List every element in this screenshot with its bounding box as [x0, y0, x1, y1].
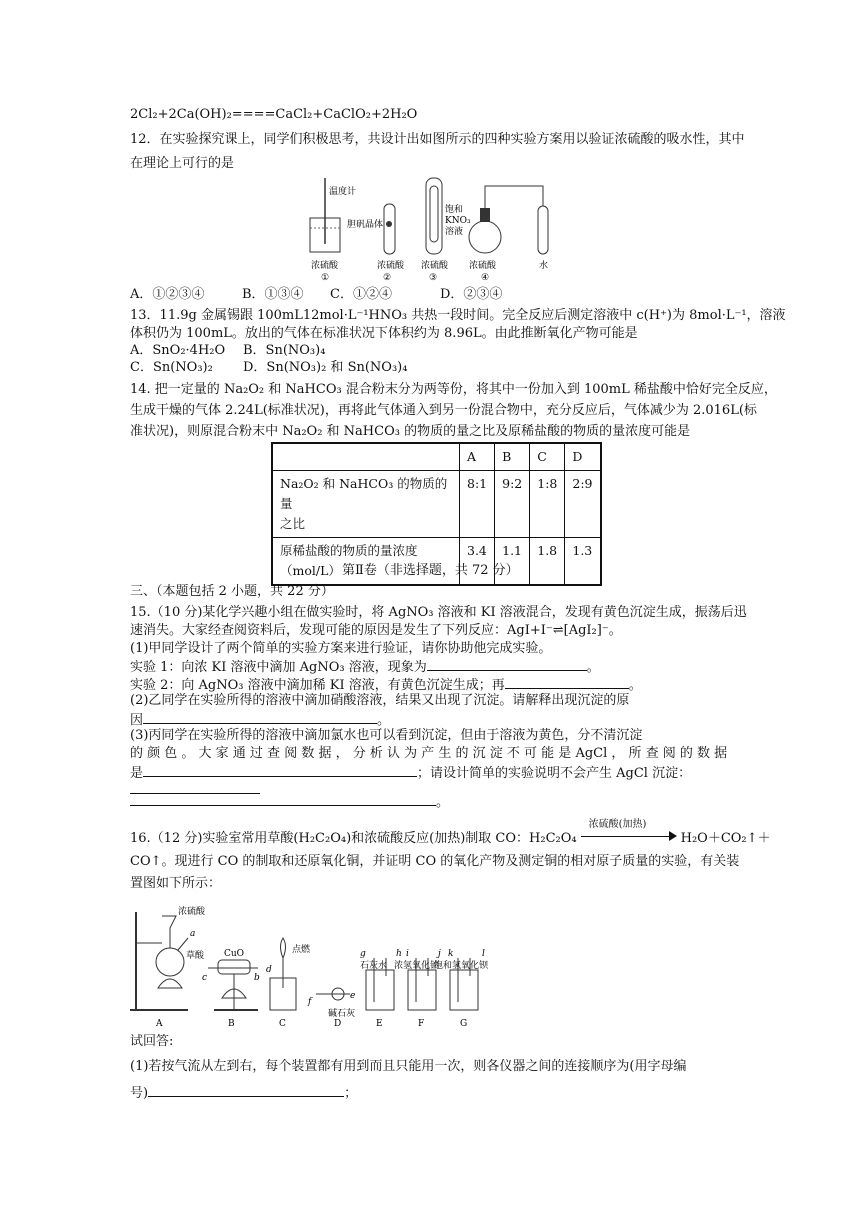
- row-label-part: （mol/L）: [280, 563, 341, 578]
- q15-line5-text: 实验 2：向 AgNO₃ 溶液中滴加稀 KI 溶液，有黄色沉淀生成；再: [130, 678, 505, 693]
- q12-option-c: C．①②④: [330, 287, 392, 302]
- row-label-part: 之比: [280, 516, 306, 531]
- fig12-label-2: 饱和: [445, 205, 464, 215]
- fig12-label-6: 浓硫酸: [377, 261, 405, 271]
- fig16-label-3: CuO: [224, 949, 245, 959]
- table-cell: 1.1: [495, 538, 530, 586]
- fig16-label-18: 浓氢氧化钠: [394, 961, 440, 971]
- fig16-label-5: b: [254, 973, 260, 983]
- fig12-label-9: 水: [539, 261, 549, 271]
- fig16-label-12: h: [396, 949, 402, 959]
- q12-option-b: B．①③④: [242, 287, 304, 302]
- fig12-label-13: ④: [481, 273, 490, 283]
- fig16-label-25: F: [418, 1019, 425, 1029]
- q16-line1-a: 16.（12 分)实验室常用草酸(H₂C₂O₄)和浓硫酸反应(加热)制取 CO：H₂C₂O₄: [130, 831, 577, 846]
- fig12-label-8: 浓硫酸: [469, 261, 497, 271]
- q15-line12: [130, 792, 449, 812]
- answer-blank[interactable]: [130, 792, 436, 806]
- answer-blank[interactable]: [143, 710, 377, 724]
- fig16-label-26: G: [460, 1019, 468, 1029]
- table-row: [272, 443, 601, 471]
- table-cell: 1.8: [530, 538, 565, 586]
- q15-line12-end: 。: [436, 795, 450, 810]
- q15-line9: 的 颜 色 。 大 家 通 过 查 阅 数 据 ， 分 析 认 为 产 生 的 沉 淀 不 可 能 是 AgCl ， 所 查 阅 的 数 据: [130, 746, 728, 761]
- table-cell: 2:9: [565, 471, 601, 538]
- arrow-label: 浓硫酸(加热): [588, 819, 647, 830]
- fig16-label-21: B: [228, 1019, 235, 1029]
- fig12-label-4: 溶液: [445, 227, 464, 237]
- q13-line1: 13．11.9g 金属锡跟 100mL12mol·L⁻¹HNO₃ 共热一段时间。完全反应后测定溶液中 c(H⁺)为 8mol·L⁻¹，溶液: [130, 308, 786, 323]
- fig16-label-7: 点燃: [292, 945, 311, 955]
- q16-q1-line2-end: ；: [344, 1086, 358, 1101]
- q13-option-d: D．Sn(NO₃)₂ 和 Sn(NO₃)₄: [243, 360, 408, 375]
- fig16-label-14: j: [438, 949, 441, 959]
- row-label-part: 原稀盐酸的物质的量浓度: [280, 543, 418, 558]
- fig16-label-19: 饱和氢氧化钡: [434, 961, 489, 971]
- q14-line3: 准状况)，则原混合粉末中 Na₂O₂ 和 NaHCO₃ 的物质的量之比及原稀盐酸的物质的量浓度可能是: [130, 424, 691, 439]
- q13-option-a: A．SnO₂·4H₂O: [130, 343, 226, 358]
- q15-line4-end: 。: [586, 660, 600, 675]
- q12-line2: 在理论上可行的是: [130, 156, 235, 171]
- fig12-label-0: 温度计: [329, 187, 357, 197]
- q15-line10-a: 是: [130, 766, 144, 781]
- fig12-label-5: 浓硫酸: [311, 261, 339, 271]
- fig16-label-24: E: [376, 1019, 383, 1029]
- q15-line7-text: 因: [130, 713, 144, 728]
- q16-answer-intro: 试回答:: [130, 1034, 174, 1049]
- fig16-label-20: A: [156, 1019, 163, 1029]
- fig12-label-1: 胆矾晶体: [347, 220, 384, 230]
- q16-q1-line2-a: 号): [130, 1086, 149, 1101]
- fig16-label-23: D: [334, 1019, 342, 1029]
- table-header-cell: A: [460, 443, 495, 471]
- fig16-label-17: 石灰水: [360, 961, 388, 971]
- answer-blank[interactable]: [148, 1083, 344, 1097]
- q14-line2: 生成干燥的气体 2.24L(标准状况)，再将此气体通入到另一份混合物中，充分反应后，气体减少为 2.016L(标: [130, 403, 757, 418]
- section2-title: 第Ⅱ卷（非选择题，共 72 分）: [342, 563, 519, 578]
- fig16-label-15: k: [448, 949, 454, 959]
- fig16-label-6: d: [266, 965, 272, 975]
- q15-line2: 速消失。大家经查阅资料后，发现可能的原因是发生了下列反应：AgI+I⁻⇌[AgI₂]⁻。: [130, 623, 622, 638]
- q15-line8: (3)丙同学在实验所得的溶液中滴加氯水也可以看到沉淀，但由于溶液为黄色，分不清沉淀: [130, 728, 643, 743]
- section3-title: 三、（本题包括 2 小题，共 22 分）: [130, 584, 334, 599]
- answer-blank[interactable]: [505, 675, 629, 689]
- q15-line5-end: 。: [628, 678, 642, 693]
- table-row: [272, 471, 601, 538]
- q13-option-b: B．Sn(NO₃)₄: [243, 343, 326, 358]
- q12-figure: [305, 172, 555, 286]
- fig16-label-1: a: [190, 929, 196, 939]
- q12-line1: 12．在实验探究课上，同学们积极思考，共设计出如图所示的四种实验方案用以验证浓硫酸的吸水性，其中: [130, 132, 745, 147]
- q15-line4-text: 实验 1：向浓 KI 溶液中滴加 AgNO₃ 溶液，现象为: [130, 660, 427, 675]
- fig12-label-10: ①: [321, 273, 330, 283]
- q15-line4: [130, 657, 600, 677]
- row-label-part: Na₂O₂ 和 NaHCO₃ 的物质的量: [280, 476, 448, 511]
- fig12-label-11: ②: [383, 273, 392, 283]
- fig16-label-10: 碱石灰: [328, 1009, 356, 1019]
- table-header-cell: [272, 443, 460, 471]
- q13-line2: 体积仍为 100mL。放出的气体在标准状况下体积约为 8.96L。由此推断氧化产物可能是: [130, 326, 638, 341]
- q15-line10-b: ；请设计简单的实验说明不会产生 AgCl 沉淀：: [417, 766, 692, 781]
- q16-figure: [128, 898, 500, 1030]
- row-label: [272, 471, 460, 538]
- answer-blank[interactable]: [427, 657, 587, 671]
- table-cell: 1.3: [565, 538, 601, 586]
- fig16-label-22: C: [279, 1019, 286, 1029]
- q12-option-d: D．②③④: [440, 287, 503, 302]
- q15-line6: (2)乙同学在实验所得的溶液中滴加硝酸溶液，结果又出现了沉淀。请解释出现沉淀的原: [130, 693, 630, 708]
- q12-option-a: A．①②③④: [130, 287, 205, 302]
- q16-line3: 置图如下所示：: [130, 876, 222, 891]
- fig16-label-11: g: [360, 949, 366, 959]
- q16-line2: CO↑。现进行 CO 的制取和还原氧化铜，并证明 CO 的氧化产物及测定铜的相对原子质量的实验，有关装: [130, 854, 740, 869]
- q15-line1: 15.（10 分)某化学兴趣小组在做实验时，将 AgNO₃ 溶液和 KI 溶液混合，发现有黄色沉淀生成，振荡后迅: [130, 605, 747, 620]
- q15-line3: (1)甲同学设计了两个简单的实验方案来进行验证，请你协助他完成实验。: [130, 641, 552, 656]
- fig16-label-16: l: [482, 949, 485, 959]
- table-cell: 1:8: [530, 471, 565, 538]
- q16-q1-line2: [130, 1083, 357, 1103]
- q16-line1: [130, 819, 771, 848]
- top-equation: 2Cl₂+2Ca(OH)₂====CaCl₂+CaClO₂+2H₂O: [130, 107, 418, 122]
- table-header-cell: D: [565, 443, 601, 471]
- reaction-arrow: [581, 819, 677, 842]
- fig12-label-3: KNO₃: [445, 216, 471, 226]
- q16-q1-line1: (1)若按气流从左到右，每个装置都有用到而且只能用一次，则各仪器之间的连接顺序为(用字母编: [130, 1059, 687, 1074]
- fig12-label-12: ③: [429, 273, 438, 283]
- table-cell: 8:1: [460, 471, 495, 538]
- table-header-cell: B: [495, 443, 530, 471]
- fig16-label-2: 草酸: [186, 951, 205, 961]
- fig12-label-7: 浓硫酸: [421, 261, 449, 271]
- fig16-label-9: e: [350, 991, 356, 1001]
- table-cell: 3.4: [460, 538, 495, 586]
- q13-option-c: C．Sn(NO₃)₂: [130, 360, 213, 375]
- q15-line7-end: 。: [377, 713, 391, 728]
- table-cell: 9:2: [495, 471, 530, 538]
- fig16-label-8: f: [308, 997, 312, 1007]
- fig16-label-13: i: [406, 949, 409, 959]
- fig16-label-4: c: [202, 973, 208, 983]
- q16-line1-b: H₂O＋CO₂↑＋: [680, 831, 771, 846]
- answer-blank[interactable]: [143, 763, 417, 777]
- q14-line1: 14. 把一定量的 Na₂O₂ 和 NaHCO₃ 混合粉末分为两等份，将其中一份加入到 100mL 稀盐酸中恰好完全反应，: [130, 382, 777, 397]
- fig16-label-0: 浓硫酸: [178, 907, 206, 917]
- table-header-cell: C: [530, 443, 565, 471]
